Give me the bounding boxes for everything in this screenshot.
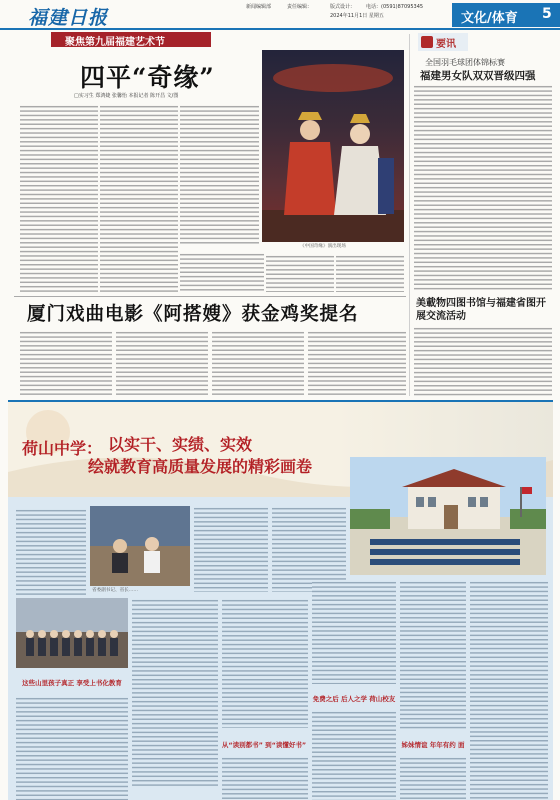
subhead-3 (312, 686, 396, 708)
masthead-meta-editor: 新闻编辑部 (246, 4, 272, 10)
movie-body-col1 (20, 330, 112, 396)
lead-story-byline: □实习生 郑鸿婕 张馨怡 本报记者 陈开昌 文/图 (74, 93, 179, 99)
school-text-col1b (16, 696, 128, 800)
school-title-line1: 以实干、实绩、实效 (108, 435, 253, 454)
lead-story-body-col5 (266, 254, 334, 292)
library-title: 美載物四图书馆与福建省图开展交流活动 (416, 298, 546, 322)
movie-body-col3 (212, 330, 304, 396)
sports-title-line1: 全国羽毛球团体锦标赛 (425, 58, 505, 67)
opera-performers-image (262, 50, 404, 242)
lead-story-body-col6 (336, 254, 404, 292)
school-text-col5b (400, 756, 466, 800)
lead-story-body-col3 (180, 104, 259, 246)
group-photo (16, 598, 128, 668)
group-photo-image (16, 598, 128, 668)
campus-building-image (350, 457, 546, 575)
subhead-2 (220, 732, 308, 754)
subhead-1 (16, 670, 128, 694)
school-text-col4 (312, 580, 396, 684)
masthead-date: 2024年11月1日 星期五 (330, 13, 384, 19)
subhead-4-text: 姊妹情谊 年年有约 面 (401, 741, 465, 749)
opera-photo-caption: 《中国奇缘》演出现场 (300, 244, 346, 249)
lead-story-body-col1 (20, 104, 98, 292)
subhead-3-text: 免费之后 后人之学 荷山校友 (312, 695, 396, 703)
library-body (414, 326, 552, 396)
school-kicker: 荷山中学： (22, 439, 103, 458)
news-badge (418, 33, 468, 51)
series-banner-text: 聚焦第九届福建艺术节 (65, 37, 165, 48)
subhead-4 (400, 732, 466, 754)
meeting-photo (90, 506, 190, 586)
meeting-image (90, 506, 190, 586)
movie-body-col2 (116, 330, 208, 396)
school-text-col6 (470, 580, 548, 800)
news-badge-label: 要讯 (436, 39, 456, 50)
sports-title-line2: 福建男女队双双晋级四强 (420, 70, 536, 82)
lead-story-title: 四平“奇缘” (80, 63, 215, 92)
section-tab (452, 3, 560, 27)
lead-story-body-col2 (100, 104, 178, 292)
series-banner (51, 32, 211, 47)
school-text-col3b (222, 598, 308, 728)
opera-photo (262, 50, 404, 242)
subhead-1-text: 这些山里孩子真正 享受上书化教育 (22, 679, 122, 687)
school-text-col2 (194, 506, 268, 592)
subhead-2-text: 从“读别都书” 到“读懂好书” (221, 741, 307, 749)
masthead-meta-phone: 电话：(0591)87095345 (366, 4, 424, 10)
masthead-meta-design: 版式设计： (330, 4, 356, 10)
masthead (0, 0, 560, 30)
page-number: 5 (542, 6, 552, 22)
campus-photo (350, 457, 546, 575)
section-label: 文化/体育 (461, 11, 518, 26)
school-text-col2b (132, 598, 218, 788)
news-badge-icon (421, 36, 433, 48)
school-text-col4b (312, 710, 396, 800)
school-text-col5 (400, 580, 466, 730)
sports-body (414, 84, 552, 292)
newspaper-logo: 福建日报 (28, 7, 109, 29)
masthead-meta-responsible: 责任编辑： (287, 4, 313, 10)
school-intro-text (16, 508, 86, 596)
lead-story-body-col4 (180, 252, 264, 292)
movie-title: 厦门戏曲电影《阿搭嫂》获金鸡奖提名 (27, 304, 359, 325)
school-text-col3c (222, 756, 308, 800)
meeting-photo-caption: 省委副书记、省长…… (92, 588, 138, 593)
school-title-line2: 绘就教育高质量发展的精彩画卷 (88, 457, 313, 476)
movie-body-col4 (308, 330, 406, 396)
school-feature-panel (8, 400, 553, 800)
